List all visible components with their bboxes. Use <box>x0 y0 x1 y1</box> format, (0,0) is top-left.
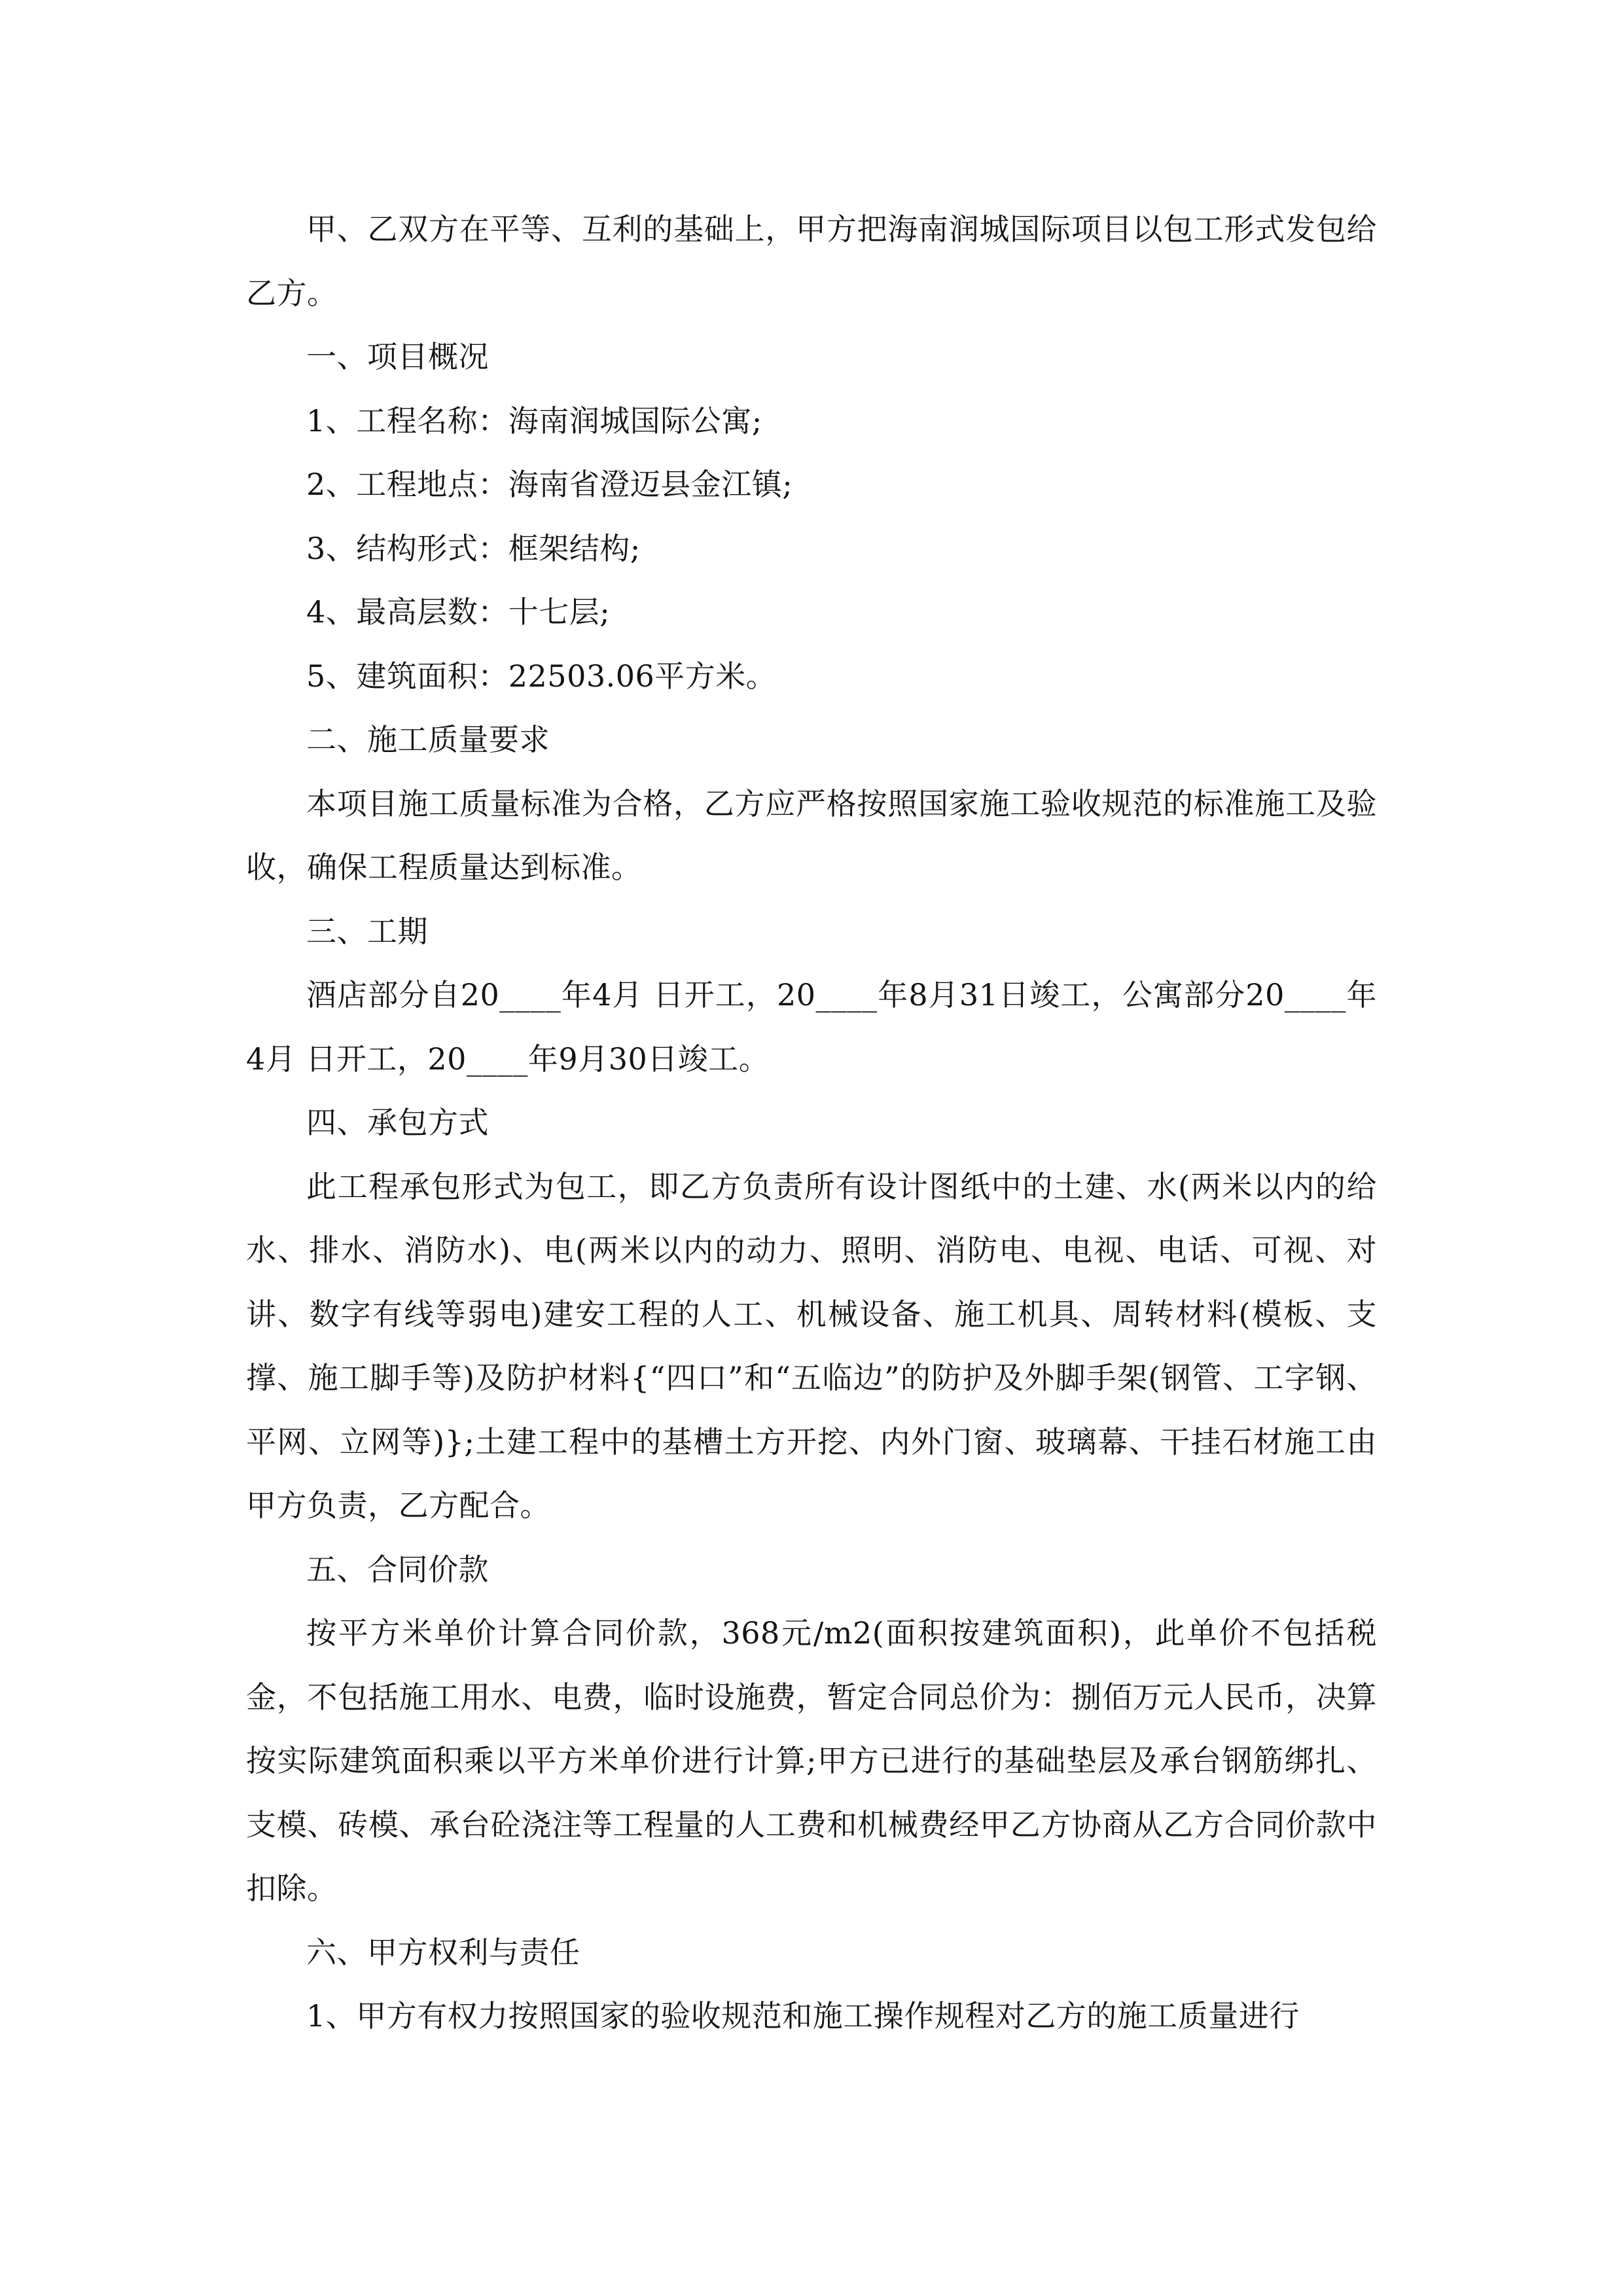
project-item-location: 2、工程地点：海南省澄迈县金江镇; <box>306 467 793 502</box>
section-heading-quality: 二、施工质量要求 <box>306 722 550 757</box>
contract-method-paragraph: 此工程承包形式为包工，即乙方负责所有设计图纸中的土建、水(两米以内的给水、排水、消防水)、电(两米以内的动力、照明、消防电、电视、电话、可视、对讲、数字有线等弱电)建安工程的人工、机械设备、施工机具、周转材料(模板、支撑、施工脚手等)及防护材料{“四口”和“五临边”的防护及外脚手架(钢管、工字钢、平网、立网等)};土建工程中的基槽土方开挖、内外门窗、玻璃幕、干挂石材施工由甲方负责，乙方配合。 <box>246 1168 1377 1523</box>
schedule-paragraph: 酒店部分自20____年4月 日开工，20____年8月31日竣工，公寓部分20____年4月 日开工，20____年9月30日竣工。 <box>246 977 1377 1077</box>
intro-paragraph: 甲、乙双方在平等、互利的基础上，甲方把海南润城国际项目以包工形式发包给乙方。 <box>246 211 1377 311</box>
party-a-rights-item-1: 1、甲方有权力按照国家的验收规范和施工操作规程对乙方的施工质量进行 <box>306 1998 1300 2034</box>
contract-body <box>246 198 1377 2049</box>
project-item-name: 1、工程名称：海南润城国际公寓; <box>306 403 762 439</box>
section-heading-contract-method: 四、承包方式 <box>306 1105 489 1140</box>
project-item-structure: 3、结构形式：框架结构; <box>306 530 641 566</box>
project-item-floors: 4、最高层数：十七层; <box>306 594 611 630</box>
section-heading-price: 五、合同价款 <box>306 1551 489 1587</box>
section-heading-project-overview: 一、项目概况 <box>306 339 489 374</box>
section-heading-schedule: 三、工期 <box>306 913 428 949</box>
price-paragraph: 按平方米单价计算合同价款，368元/m2(面积按建筑面积)，此单价不包括税金，不包括施工用水、电费，临时设施费，暂定合同总价为：捌佰万元人民币，决算按实际建筑面积乘以平方米单价进行计算;甲方已进行的基础垫层及承台钢筋绑扎、支模、砖模、承台砼浇注等工程量的人工费和机械费经甲乙方协商从乙方合同价款中扣除。 <box>246 1615 1377 1906</box>
section-heading-party-a-rights: 六、甲方权利与责任 <box>306 1934 580 1970</box>
project-item-area: 5、建筑面积：22503.06平方米。 <box>306 658 777 694</box>
quality-paragraph: 本项目施工质量标准为合格，乙方应严格按照国家施工验收规范的标准施工及验收，确保工程质量达到标准。 <box>246 785 1377 885</box>
